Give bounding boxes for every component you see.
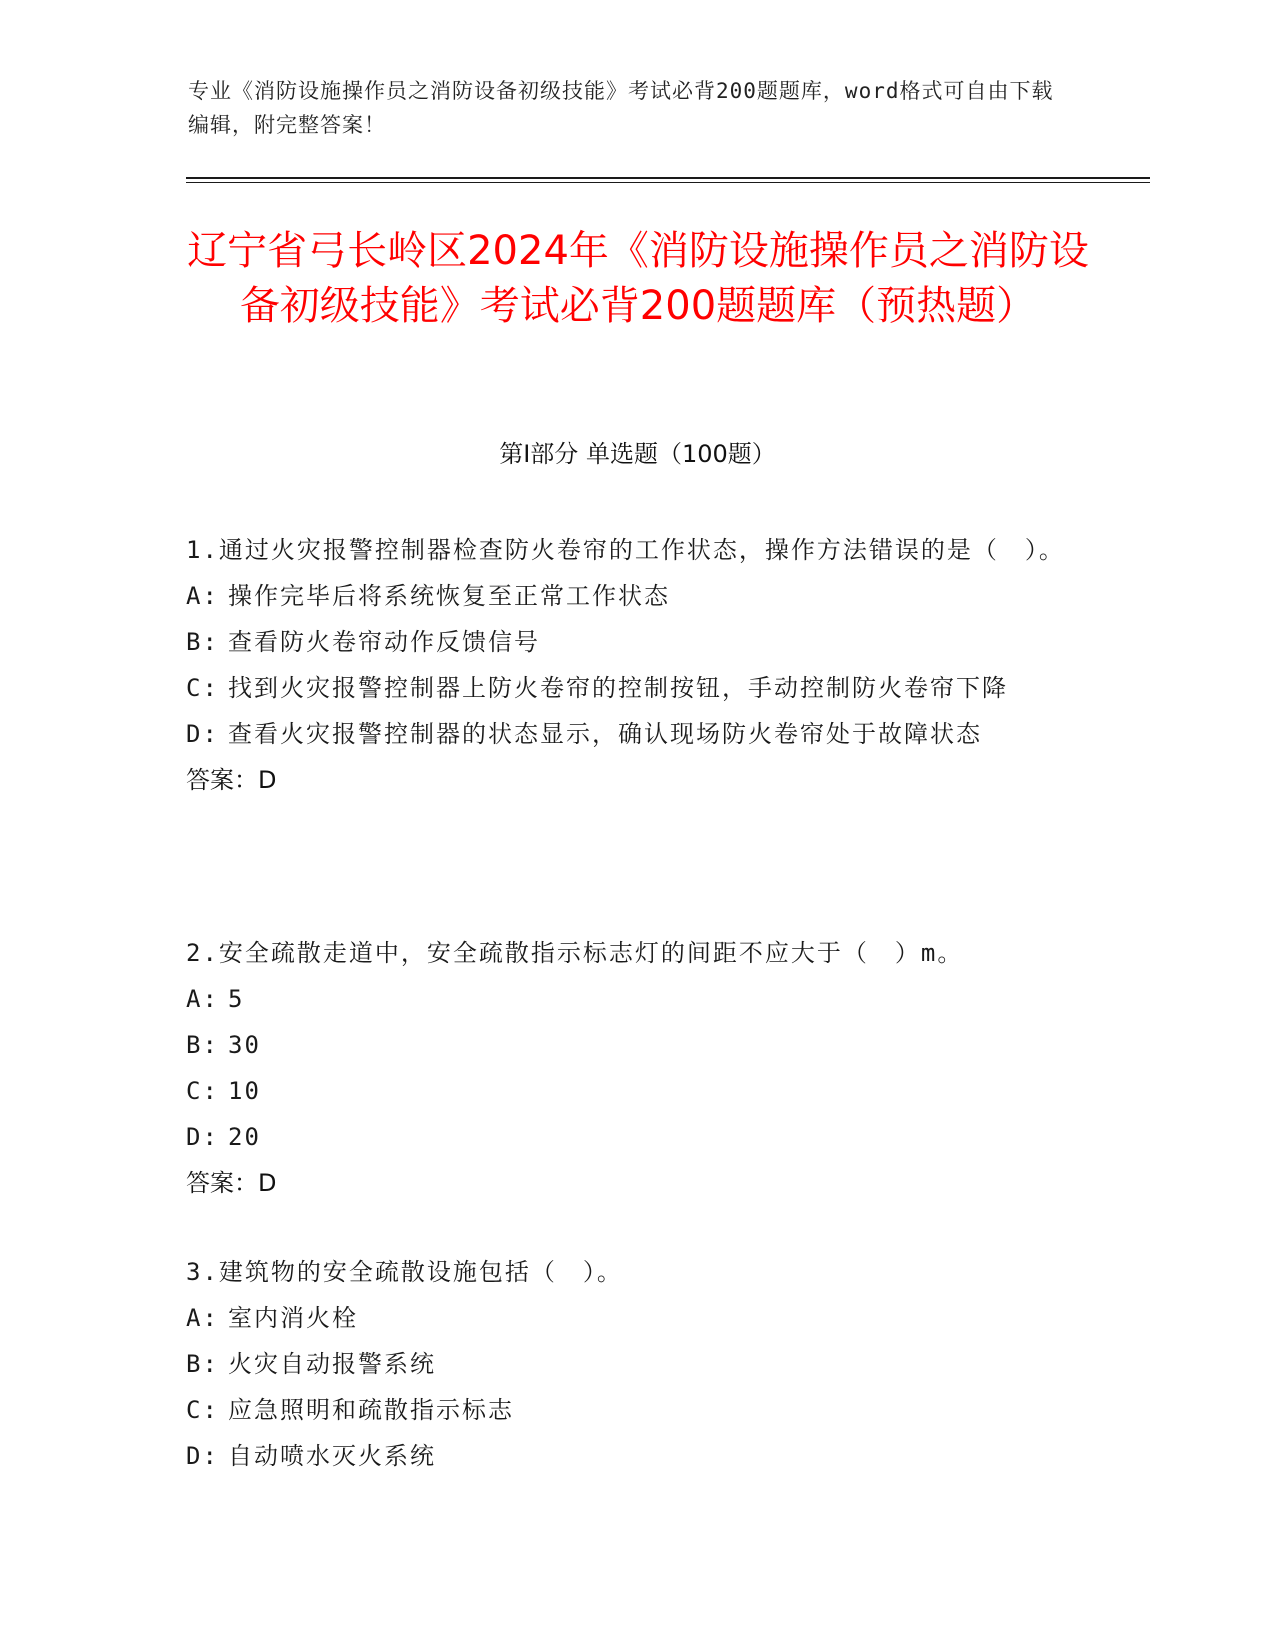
question-stem: 2.安全疏散走道中，安全疏散指示标志灯的间距不应大于（ ）m。 — [186, 939, 964, 967]
option-text: 5 — [228, 985, 245, 1013]
question-2 — [186, 930, 1066, 1206]
intro-text: 专业《消防设施操作员之消防设备初级技能》考试必背200题题库，word格式可自由下载编辑，附完整答案！ — [188, 79, 1054, 137]
option-letter: D: — [186, 1123, 219, 1151]
option-text: 操作完毕后将系统恢复至正常工作状态 — [228, 582, 670, 610]
option-letter: B: — [186, 628, 219, 656]
section-heading: 第I部分 单选题（100题） — [499, 440, 776, 468]
option-text: 找到火灾报警控制器上防火卷帘的控制按钮，手动控制防火卷帘下降 — [228, 674, 1008, 702]
option-a — [186, 976, 1066, 1022]
option-text: 应急照明和疏散指示标志 — [228, 1396, 514, 1424]
option-c — [186, 1387, 1066, 1433]
option-text: 室内消火栓 — [228, 1304, 358, 1332]
document-title: 辽宁省弓长岭区2024年《消防设施操作员之消防设备初级技能》考试必背200题题库（预热题） — [187, 228, 1089, 329]
option-text: 30 — [228, 1031, 261, 1059]
option-b — [186, 1022, 1066, 1068]
option-text: 火灾自动报警系统 — [228, 1350, 436, 1378]
option-c — [186, 1068, 1066, 1114]
answer-key: 答案：D — [186, 1169, 277, 1197]
option-letter: B: — [186, 1031, 219, 1059]
option-text: 查看防火卷帘动作反馈信号 — [228, 628, 540, 656]
option-b — [186, 619, 1066, 665]
question-stem: 1.通过火灾报警控制器检查防火卷帘的工作状态，操作方法错误的是（ ）。 — [186, 536, 1065, 564]
option-b — [186, 1341, 1066, 1387]
option-text: 查看火灾报警控制器的状态显示，确认现场防火卷帘处于故障状态 — [228, 720, 982, 748]
option-text: 10 — [228, 1077, 261, 1105]
option-letter: D: — [186, 720, 219, 748]
header-divider-thin — [186, 182, 1150, 183]
option-text: 自动喷水灭火系统 — [228, 1442, 436, 1470]
option-letter: C: — [186, 1077, 219, 1105]
option-letter: D: — [186, 1442, 219, 1470]
option-c — [186, 665, 1066, 711]
option-letter: C: — [186, 1396, 219, 1424]
option-text: 20 — [228, 1123, 261, 1151]
option-letter: B: — [186, 1350, 219, 1378]
answer-key: 答案：D — [186, 766, 277, 794]
option-a — [186, 1295, 1066, 1341]
header-divider — [186, 177, 1150, 179]
option-letter: A: — [186, 985, 219, 1013]
question-stem: 3.建筑物的安全疏散设施包括（ ）。 — [186, 1258, 623, 1286]
option-letter: A: — [186, 1304, 219, 1332]
option-letter: C: — [186, 674, 219, 702]
option-a — [186, 573, 1066, 619]
option-d — [186, 1433, 1066, 1479]
option-d — [186, 711, 1066, 757]
option-letter: A: — [186, 582, 219, 610]
question-1 — [186, 527, 1066, 803]
question-3 — [186, 1249, 1066, 1479]
option-d — [186, 1114, 1066, 1160]
